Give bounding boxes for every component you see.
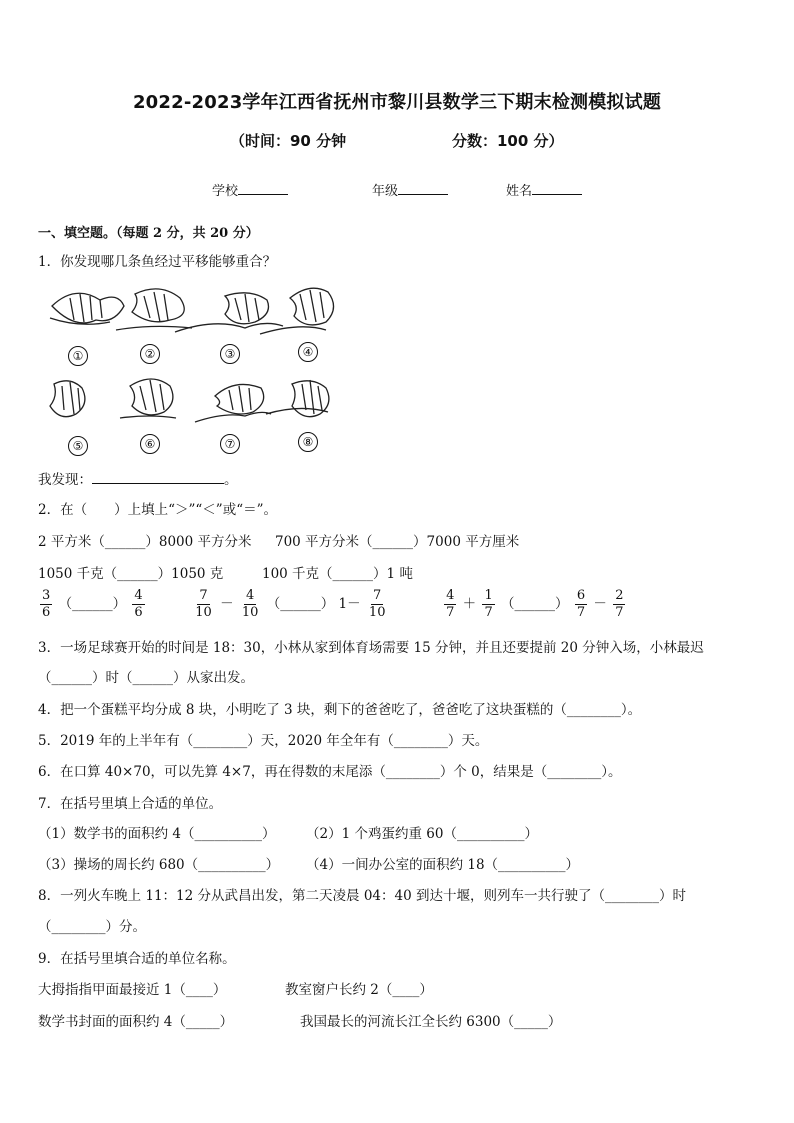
blank-6[interactable]: （______） <box>266 596 335 612</box>
fraction-7-10: $\frac{7}{10}$ <box>195 588 212 620</box>
q2-item-4[interactable]: 100 千克（______）1 吨 <box>262 566 413 582</box>
grade-label: 年级 <box>372 184 399 199</box>
fraction-7-10b: $\frac{7}{10}$ <box>368 588 386 620</box>
fish-6-icon <box>120 379 176 418</box>
fraction-4-6: $\frac{4}{6}$ <box>134 588 143 620</box>
blank-5[interactable]: （______） <box>58 596 127 612</box>
q2-item-3[interactable]: 1050 千克（______）1050 克 <box>38 566 224 582</box>
fraction-2-7: $\frac{2}{7}$ <box>615 588 624 620</box>
question-7: 7．在括号里填上合适的单位。 <box>38 796 223 812</box>
fish-label-3: ③ <box>220 344 240 364</box>
fish-2-icon <box>116 289 192 330</box>
q2-item-1[interactable]: 2 平方米（______）8000 平方分米 <box>38 534 252 550</box>
fish-7-icon <box>195 384 271 422</box>
fish-3-icon <box>175 293 283 332</box>
school-field[interactable] <box>212 180 288 199</box>
fish-4-icon <box>260 288 334 334</box>
q7-item-4[interactable]: （4）一间办公室的面积约 18（__________） <box>306 857 580 873</box>
question-6[interactable]: 6．在口算 40×70，可以先算 4×7，再在得数的末尾添（________）个 0，结果是（________）。 <box>38 764 622 780</box>
question-9: 9．在括号里填合适的单位名称。 <box>38 951 236 967</box>
question-3: 3．一场足球赛开始的时间是 18：30，小林从家到体育场需要 15 分钟，并且还要提前 20 分钟入场，小林最迟 <box>38 640 704 656</box>
question-4[interactable]: 4．把一个蛋糕平均分成 8 块，小明吃了 3 块，剩下的爸爸吃了，爸爸吃了这块蛋糕的（________）。 <box>38 702 642 718</box>
fish-label-8: ⑧ <box>298 432 318 452</box>
page-title: 2022-2023学年江西省抚州市黎川县数学三下期末检测模拟试题 <box>132 92 662 113</box>
exam-score: 分数：100 分） <box>452 132 564 150</box>
name-label: 姓名 <box>506 184 533 199</box>
q2-item-2[interactable]: 700 平方分米（______）7000 平方厘米 <box>275 534 520 550</box>
school-label: 学校 <box>212 184 239 199</box>
q9-item-2[interactable]: 教室窗户长约 2（____） <box>285 982 433 998</box>
question-8[interactable]: 8．一列火车晚上 11：12 分从武昌出发，第二天凌晨 04：40 到达十堰，则列车一共行驶了（________）时 <box>38 888 686 904</box>
q7-item-2[interactable]: （2）1 个鸡蛋约重 60（__________） <box>306 826 538 842</box>
fraction-4-10: $\frac{4}{10}$ <box>241 588 259 620</box>
fraction-3-6: $\frac{3}{6}$ <box>42 588 51 620</box>
grade-field[interactable] <box>372 180 448 199</box>
question-5[interactable]: 5．2019 年的上半年有（________）天，2020 年全年有（________）天。 <box>38 733 489 749</box>
fish-label-5: ⑤ <box>68 436 88 456</box>
blank-7[interactable]: （______） <box>501 596 569 612</box>
exam-time: （时间：90 分钟 <box>230 132 347 150</box>
name-field[interactable] <box>506 180 582 199</box>
fish-8-icon <box>266 380 329 417</box>
section-heading: 一、填空题。（每题 2 分，共 20 分） <box>38 226 259 241</box>
fraction-6-7: $\frac{6}{7}$ <box>576 588 586 620</box>
question-1: 1．你发现哪几条鱼经过平移能够重合？ <box>38 254 277 270</box>
fraction-4-7: $\frac{4}{7}$ <box>446 588 455 620</box>
fish-label-6: ⑥ <box>140 434 160 454</box>
question-8-cont[interactable]: （________）分。 <box>38 919 146 935</box>
fish-5-icon <box>50 381 85 417</box>
q9-item-4[interactable]: 我国最长的河流长江全长约 6300（_____） <box>300 1014 562 1030</box>
fish-1-icon <box>50 293 124 324</box>
answer-label: 我发现： <box>38 472 92 488</box>
fish-label-2: ② <box>140 344 160 364</box>
fish-label-1: ① <box>68 346 88 366</box>
q9-item-3[interactable]: 数学书封面的面积约 4（_____） <box>38 1014 234 1030</box>
fish-label-4: ④ <box>298 342 318 362</box>
question-2: 2．在（ ）上填上“＞”“＜”或“＝”。 <box>38 502 277 518</box>
q7-item-3[interactable]: （3）操场的周长约 680（__________） <box>38 857 280 873</box>
answer-field-q1[interactable]: 我发现： 。 <box>38 468 238 488</box>
fish-label-7: ⑦ <box>220 434 240 454</box>
q2-fraction-row: $\frac{3}{6}$ （______） $\frac{4}{6}$ $\frac{7}{10}$ － $\frac{4}{10}$ （______） 1－ $\frac{7}{10}$ $\frac{4}{7}$ ＋ $\frac{1}{7}$ （______） $\frac{6}{7}$ － $\frac{2}{7}$ <box>42 588 624 620</box>
question-3-blanks[interactable]: （______）时（______）从家出发。 <box>38 670 254 686</box>
fish-figure <box>40 278 340 458</box>
q7-item-1[interactable]: （1）数学书的面积约 4（__________） <box>38 826 276 842</box>
q9-item-1[interactable]: 大拇指指甲面最接近 1（____） <box>38 982 227 998</box>
fraction-1-7: $\frac{1}{7}$ <box>484 588 493 620</box>
